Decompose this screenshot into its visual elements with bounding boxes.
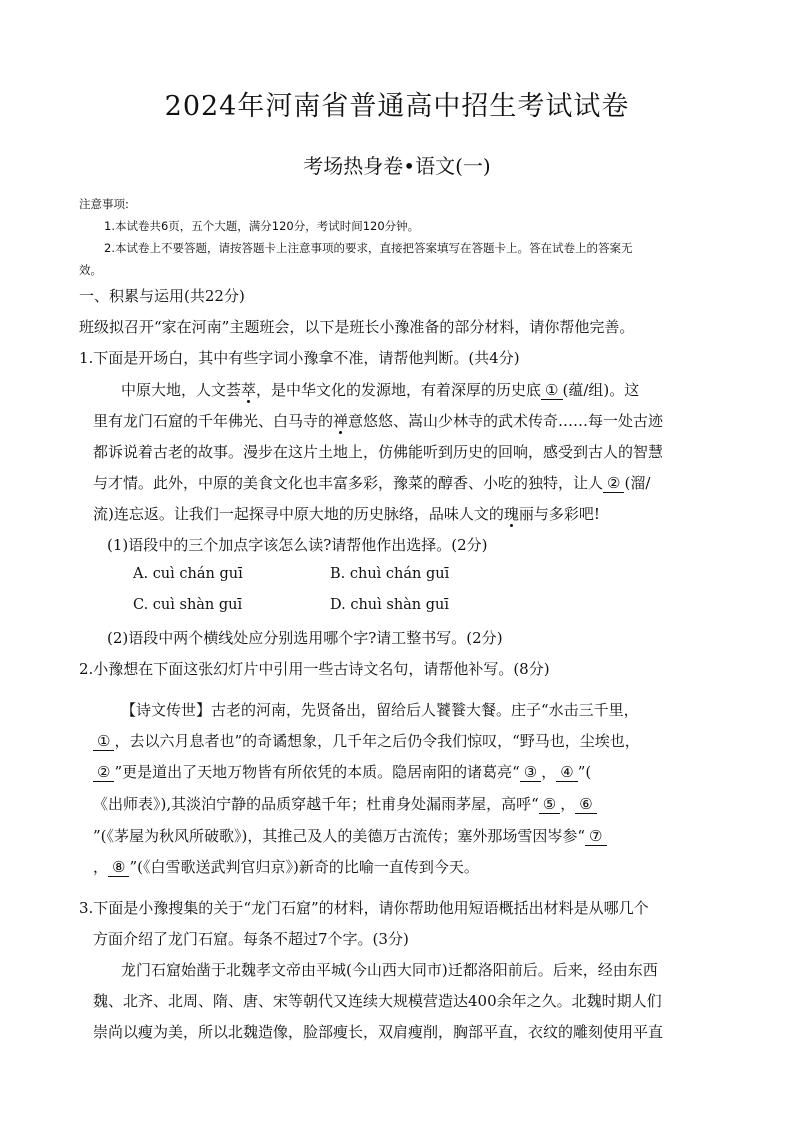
q3-stem-line-1: 3.下面是小豫搜集的关于“龙门石窟”的材料，请你帮助他用短语概括出材料是从哪几个 — [79, 899, 649, 917]
answer-blank-8: ⑧ — [108, 858, 129, 877]
q1-passage-line-2 — [93, 410, 663, 431]
answer-blank-4: ④ — [556, 763, 577, 782]
q2-line-5 — [93, 825, 607, 846]
q1-option-b: B. chuì chán guī — [330, 566, 450, 582]
text-run: ，去以六月息者也”的奇谲想象，几千年之后仍令我们惊叹，“野马也，尘埃也， — [114, 732, 640, 750]
q3-stem-line-2: 方面介绍了龙门石窟。每条不超过7个字。(3分) — [93, 930, 409, 948]
q1-sub-1: (1)语段中的三个加点字该怎么读?请帮他作出选择。(2分) — [107, 536, 488, 554]
notice-heading: 注意事项: — [79, 197, 129, 211]
answer-blank-6: ⑥ — [575, 795, 596, 814]
text-run: 丽与多彩吧! — [518, 505, 600, 523]
answer-blank-1: ① — [541, 381, 562, 400]
section-1-heading: 一、积累与运用(共22分) — [79, 287, 245, 305]
q3-material-line-3: 崇尚以瘦为美，所以北魏造像，脸部瘦长，双肩瘦削，胸部平直，衣纹的雕刻使用平直 — [93, 1023, 664, 1041]
exam-title: 2024年河南省普通高中招生考试试卷 — [164, 91, 630, 122]
q1-option-d: D. chuì shàn guī — [330, 597, 450, 613]
q3-material-line-1: 龙门石窟始凿于北魏孝文帝由平城(今山西大同市)迁都洛阳前后。后来，经由东西 — [121, 961, 658, 979]
q1-passage-line-1 — [121, 379, 639, 400]
answer-blank-2: ② — [603, 474, 624, 493]
text-run: 古老的河南，先贤备出，留给后人饕餮大餐。庄子“水击三千里， — [211, 701, 639, 719]
q2-line-2 — [93, 730, 640, 751]
notice-item-2: 2.本试卷上不要答题，请按答题卡上注意事项的要求，直接把答案填写在答题卡上。答在试卷上的答案无 — [104, 241, 633, 255]
text-run: (蕴/组)。这 — [562, 381, 640, 399]
answer-blank-7: ⑦ — [585, 827, 606, 846]
q1-passage-line-5 — [93, 503, 600, 524]
text-run: 意悠悠、嵩山少林寺的武术传奇……每一处古迹 — [348, 412, 664, 430]
q1-sub-2: (2)语段中两个横线处应分别选用哪个字?请工整书写。(2分) — [107, 629, 503, 647]
section-1-intro: 班级拟召开“家在河南”主题班会，以下是班长小豫准备的部分材料，请你帮他完善。 — [79, 318, 635, 336]
q2-line-1 — [121, 699, 639, 720]
text-run: 与才情。此外，中原的美食文化也丰富多彩，豫菜的醇香、小吃的独特，让人 — [93, 474, 604, 492]
text-run: ，是中华文化的发源地，有着深厚的历史底 — [256, 381, 542, 399]
answer-blank-3: ③ — [520, 763, 541, 782]
q1-option-a: A. cuì chán guī — [133, 566, 243, 582]
text-run: ， — [560, 795, 576, 813]
q2-stem: 2.小豫想在下面这张幻灯片中引用一些古诗文名句，请帮他补写。(8分) — [79, 660, 550, 678]
text-run: 中原大地，人文荟 — [121, 381, 242, 399]
text-run: ”更是道出了天地万物皆有所依凭的本质。隐居南阳的诸葛亮“ — [114, 763, 520, 781]
exam-subtitle: 考场热身卷•语文(一) — [303, 154, 491, 178]
text-run: 流)连忘返。让我们一起探寻中原大地的历史脉络，品味人文的 — [93, 505, 504, 523]
q3-material-line-2: 魏、北齐、北周、隋、唐、宋等朝代又连续大规模营造达400余年之久。北魏时期人们 — [93, 992, 662, 1010]
text-run: ”(《白雪歌送武判官归京》)新奇的比喻一直传到今天。 — [129, 858, 479, 876]
text-run: (溜/ — [624, 474, 651, 492]
q1-passage-line-4 — [93, 472, 650, 493]
text-run: 里有龙门石窟的千年佛光、白马寺的 — [93, 412, 334, 430]
text-run: ， — [541, 763, 557, 781]
q2-line-4 — [93, 793, 597, 814]
text-run: ”(《茅屋为秋风所破歌》)，其推己及人的美德万古流传；塞外那场雪因岑参“ — [93, 827, 586, 845]
text-run: 《出师表》),其淡泊宁静的品质穿越千年；杜甫身处漏雨茅屋，高呼“ — [93, 795, 539, 813]
q2-line-3 — [93, 761, 591, 782]
q1-passage-line-3: 都诉说着古老的故事。漫步在这片土地上，仿佛能听到历史的回响，感受到古人的智慧 — [93, 443, 664, 461]
answer-blank-5: ⑤ — [539, 795, 560, 814]
answer-blank-1: ① — [93, 732, 114, 751]
dotted-char: 萃 — [241, 381, 257, 399]
q1-option-c: C. cuì shàn guī — [133, 597, 243, 613]
q2-line-6 — [93, 856, 479, 877]
notice-item-2-cont: 效。 — [79, 263, 102, 277]
dotted-char: 禅 — [333, 412, 349, 430]
poetry-tag: 【诗文传世】 — [121, 701, 212, 719]
notice-item-1: 1.本试卷共6页，五个大题，满分120分，考试时间120分钟。 — [104, 219, 420, 233]
dotted-char: 瑰 — [503, 505, 519, 523]
answer-blank-2: ② — [93, 763, 114, 782]
q1-stem: 1.下面是开场白，其中有些字词小豫拿不准，请帮他判断。(共4分) — [79, 349, 520, 367]
text-run: ”( — [577, 763, 592, 781]
text-run: ， — [93, 858, 109, 876]
